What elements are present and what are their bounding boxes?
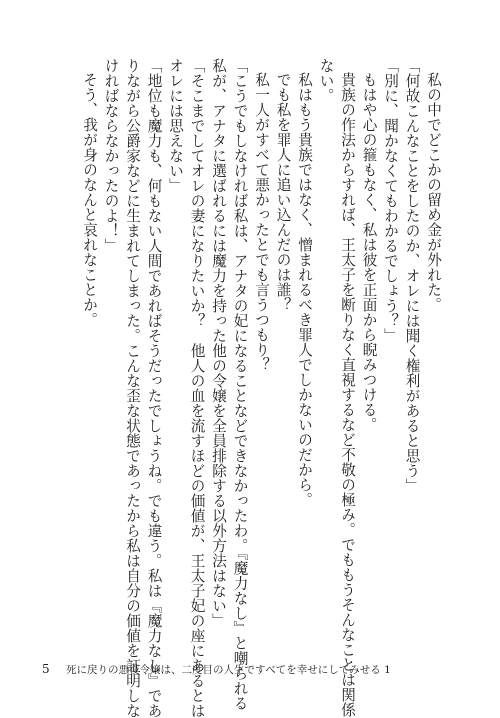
- text-line: 私はもう貴族ではなく、憎まれるべき罪人でしかないのだから。: [296, 72, 313, 507]
- text-line: ない。: [317, 58, 335, 103]
- text-line: 「別に、聞かなくてもわかるでしょう？」: [382, 58, 399, 343]
- text-line: 「何故こんなことをしたのか、オレには聞く権利があると思う」: [403, 58, 421, 493]
- text-line: でも私を罪人に追い込んだのは誰？: [274, 72, 292, 312]
- text-line: 「地位も魔力も、何もない人間であればそうだったでしょうね。でも違う。私は『魔力なし』であ: [145, 58, 163, 718]
- text-line: 貴族の作法からすれば、王太子を断りなく直視するなど不敬の極み。でももうそんなことは関係: [339, 72, 356, 717]
- text-line: 私一人がすべて悪かったとでも言うつもり？: [253, 72, 270, 372]
- page-footer: [42, 662, 391, 677]
- text-line: 私が、アナタに選ばれるには魔力を持った他の令嬢を全員排除する以外方法はない」: [210, 58, 227, 628]
- text-line: 私の中でどこかの留め金が外れた。: [425, 72, 442, 312]
- text-line: ければならなかったのよ！」: [102, 58, 120, 253]
- text-line: 「そこまでしてオレの妻になりたいか？ 他人の血を流すほどの価値が、王太子妃の座にあるとは: [188, 58, 206, 718]
- text-line: オレには思えない」: [167, 58, 184, 193]
- running-title: 死に戻りの悪役令嬢は、二度目の人生ですべてを幸せにしてみせる 1: [66, 664, 391, 676]
- page-number: 5: [42, 662, 50, 676]
- text-line: もはや心の箍もなく、私は彼を正面から睨みつける。: [360, 72, 378, 432]
- text-line: りながら公爵家などに生まれてしまった。こんな歪な状態であったから私は自分の価値を証明しな: [124, 58, 141, 718]
- text-line: 「こうでもしなければ私は、アナタの妃になることなどできなかったわ。『魔力なし』と嘲られる: [231, 58, 249, 711]
- text-line: そう、我が身のなんと哀れなことか。: [81, 72, 98, 327]
